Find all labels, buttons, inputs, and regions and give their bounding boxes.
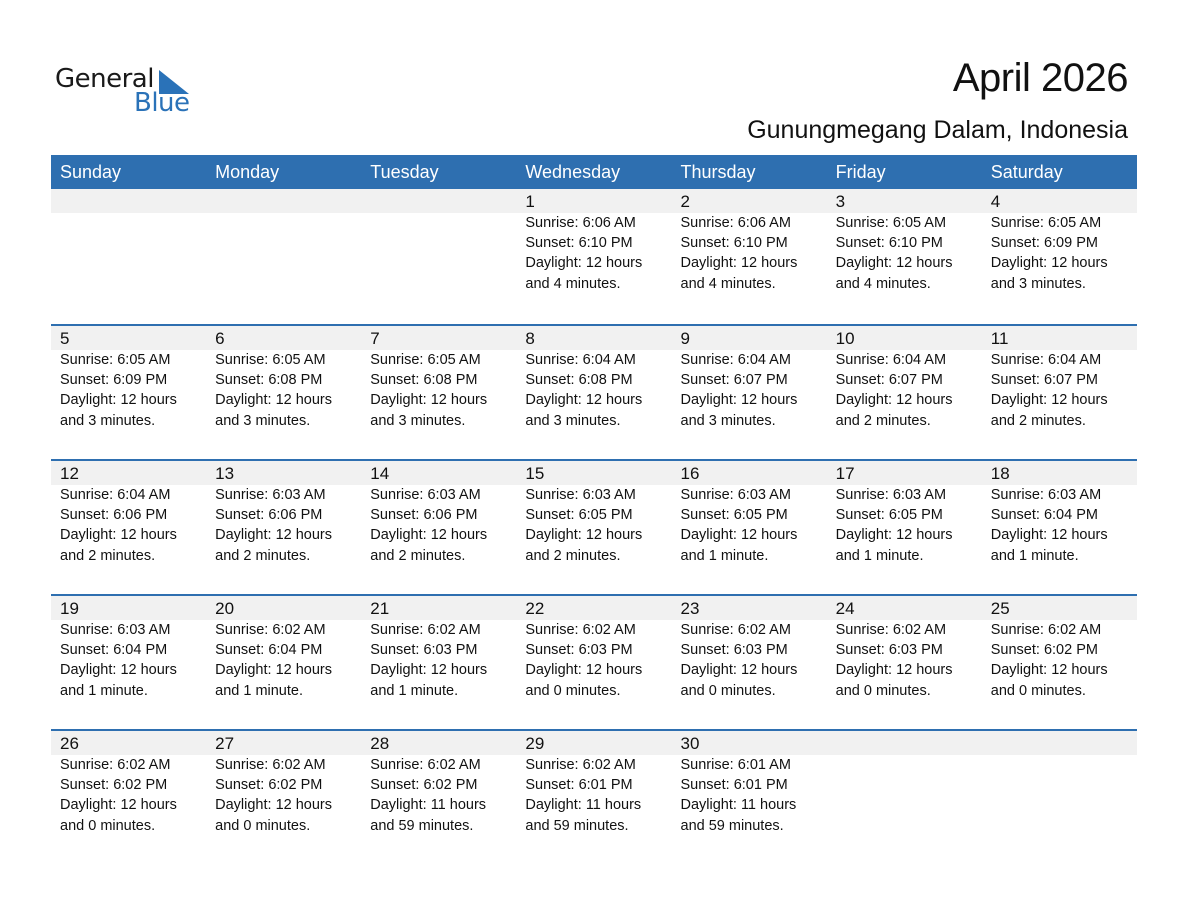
sunrise-text: Sunrise: 6:06 AM xyxy=(680,215,791,231)
daylight-minutes-text: and 2 minutes. xyxy=(215,547,311,564)
day-cell xyxy=(206,731,361,836)
daylight-minutes-text: and 3 minutes. xyxy=(60,412,156,429)
daylight-text: Daylight: 12 hours xyxy=(835,662,953,679)
daylight-text: Daylight: 12 hours xyxy=(525,527,643,544)
day-number: 8 xyxy=(525,329,535,348)
day-number: 23 xyxy=(680,599,700,618)
daylight-minutes-text: and 0 minutes. xyxy=(990,682,1086,699)
day-number: 21 xyxy=(370,599,390,618)
sunset-text: Sunset: 6:06 PM xyxy=(215,507,323,524)
day-cell xyxy=(206,326,361,431)
day-cell xyxy=(982,596,1137,701)
day-number: 15 xyxy=(525,464,545,483)
sunrise-text: Sunrise: 6:03 AM xyxy=(525,487,636,503)
sunrise-text: Sunrise: 6:05 AM xyxy=(835,215,947,231)
daylight-minutes-text: and 4 minutes. xyxy=(680,275,776,292)
daylight-text: Daylight: 11 hours xyxy=(525,797,642,814)
weekday-thursday: Thursday xyxy=(680,162,756,182)
sunrise-text: Sunrise: 6:03 AM xyxy=(680,487,791,503)
day-number: 28 xyxy=(370,734,390,753)
daylight-minutes-text: and 2 minutes. xyxy=(60,547,156,564)
weekday-tuesday: Tuesday xyxy=(370,162,439,182)
sunrise-text: Sunrise: 6:02 AM xyxy=(525,622,636,638)
day-cell xyxy=(516,461,671,566)
daylight-minutes-text: and 3 minutes. xyxy=(990,275,1086,292)
day-number: 6 xyxy=(215,329,225,348)
day-cell xyxy=(827,596,982,701)
sunset-text: Sunset: 6:10 PM xyxy=(525,235,633,252)
sunset-text: Sunset: 6:02 PM xyxy=(370,777,478,794)
sunset-text: Sunset: 6:04 PM xyxy=(215,642,323,659)
daylight-minutes-text: and 2 minutes. xyxy=(525,547,621,564)
sunset-text: Sunset: 6:02 PM xyxy=(60,777,168,794)
week-cells xyxy=(51,189,1137,294)
weekday-monday: Monday xyxy=(215,162,280,182)
daylight-minutes-text: and 3 minutes. xyxy=(680,412,776,429)
daylight-minutes-text: and 1 minute. xyxy=(370,682,459,699)
daylight-text: Daylight: 12 hours xyxy=(215,527,332,544)
sunset-text: Sunset: 6:06 PM xyxy=(60,507,168,524)
day-number: 17 xyxy=(835,464,855,483)
week-row xyxy=(51,189,1137,324)
month-title: April 2026 xyxy=(952,56,1128,100)
sunset-text: Sunset: 6:09 PM xyxy=(990,235,1098,252)
day-number: 24 xyxy=(835,599,855,618)
day-number: 18 xyxy=(990,464,1010,483)
daylight-minutes-text: and 4 minutes. xyxy=(525,275,621,292)
daylight-minutes-text: and 1 minute. xyxy=(215,682,303,699)
daylight-minutes-text: and 59 minutes. xyxy=(525,817,629,834)
daylight-text: Daylight: 12 hours xyxy=(370,527,488,544)
day-cell xyxy=(827,461,982,566)
sunrise-text: Sunrise: 6:02 AM xyxy=(370,622,481,638)
sunrise-text: Sunrise: 6:02 AM xyxy=(215,622,326,638)
empty-day-cell xyxy=(206,189,361,294)
day-cell xyxy=(672,596,827,701)
sunset-text: Sunset: 6:01 PM xyxy=(680,777,788,794)
week-row xyxy=(51,729,1137,864)
daylight-minutes-text: and 59 minutes. xyxy=(370,817,474,834)
logo-text-blue: Blue xyxy=(134,88,190,118)
calendar-grid xyxy=(51,155,1137,864)
day-cell xyxy=(516,596,671,701)
day-cell xyxy=(672,731,827,836)
week-row xyxy=(51,324,1137,459)
empty-day-cell xyxy=(827,731,982,836)
week-cells xyxy=(51,461,1137,566)
day-number: 2 xyxy=(680,192,690,211)
empty-day-cell xyxy=(51,189,206,294)
daylight-minutes-text: and 1 minute. xyxy=(60,682,148,699)
sunset-text: Sunset: 6:03 PM xyxy=(525,642,633,659)
sunset-text: Sunset: 6:03 PM xyxy=(370,642,478,659)
weekday-sunday: Sunday xyxy=(60,162,122,182)
daylight-text: Daylight: 12 hours xyxy=(370,392,488,409)
weekday-header xyxy=(51,155,1137,189)
sunrise-text: Sunrise: 6:04 AM xyxy=(680,352,791,368)
sunset-text: Sunset: 6:05 PM xyxy=(680,507,788,524)
day-cell xyxy=(51,326,206,431)
day-cell xyxy=(672,326,827,431)
daylight-text: Daylight: 12 hours xyxy=(990,527,1108,544)
sunset-text: Sunset: 6:07 PM xyxy=(835,372,943,389)
sunrise-text: Sunrise: 6:05 AM xyxy=(990,215,1102,231)
daylight-minutes-text: and 1 minute. xyxy=(990,547,1079,564)
day-number: 16 xyxy=(680,464,700,483)
day-cell xyxy=(51,596,206,701)
empty-day-cell xyxy=(982,731,1137,836)
empty-day-cell xyxy=(361,189,516,294)
day-cell xyxy=(206,461,361,566)
daylight-minutes-text: and 0 minutes. xyxy=(60,817,156,834)
sunrise-text: Sunrise: 6:03 AM xyxy=(835,487,947,503)
sunset-text: Sunset: 6:08 PM xyxy=(215,372,323,389)
weekday-saturday: Saturday xyxy=(990,162,1063,182)
day-cell xyxy=(51,461,206,566)
day-cell xyxy=(361,326,516,431)
sunrise-text: Sunrise: 6:02 AM xyxy=(990,622,1102,638)
sunset-text: Sunset: 6:03 PM xyxy=(835,642,943,659)
sunrise-text: Sunrise: 6:03 AM xyxy=(215,487,326,503)
day-cell xyxy=(361,461,516,566)
sunrise-text: Sunrise: 6:02 AM xyxy=(680,622,791,638)
day-number: 12 xyxy=(60,464,79,483)
day-number: 5 xyxy=(60,329,70,348)
weeks-container xyxy=(51,189,1137,864)
daylight-minutes-text: and 59 minutes. xyxy=(680,817,784,834)
day-number: 20 xyxy=(215,599,235,618)
week-cells xyxy=(51,731,1137,836)
daylight-text: Daylight: 12 hours xyxy=(680,392,798,409)
sunset-text: Sunset: 6:06 PM xyxy=(370,507,478,524)
day-cell xyxy=(827,326,982,431)
daylight-minutes-text: and 2 minutes. xyxy=(835,412,931,429)
day-number: 26 xyxy=(60,734,79,753)
week-cells xyxy=(51,596,1137,701)
day-cell xyxy=(672,461,827,566)
week-cells xyxy=(51,326,1137,431)
daylight-text: Daylight: 11 hours xyxy=(370,797,487,814)
day-number: 25 xyxy=(990,599,1010,618)
daylight-minutes-text: and 0 minutes. xyxy=(215,817,311,834)
daylight-text: Daylight: 12 hours xyxy=(680,662,798,679)
location-subtitle: Gunungmegang Dalam, Indonesia xyxy=(747,116,1128,144)
sunset-text: Sunset: 6:07 PM xyxy=(680,372,788,389)
daylight-minutes-text: and 2 minutes. xyxy=(990,412,1086,429)
sunrise-text: Sunrise: 6:04 AM xyxy=(835,352,947,368)
sunset-text: Sunset: 6:08 PM xyxy=(525,372,633,389)
sunset-text: Sunset: 6:04 PM xyxy=(60,642,168,659)
daylight-text: Daylight: 12 hours xyxy=(215,797,332,814)
day-cell xyxy=(982,189,1137,294)
daylight-text: Daylight: 11 hours xyxy=(680,797,797,814)
daylight-minutes-text: and 3 minutes. xyxy=(370,412,466,429)
daylight-minutes-text: and 1 minute. xyxy=(680,547,769,564)
daylight-text: Daylight: 12 hours xyxy=(990,255,1108,272)
daylight-text: Daylight: 12 hours xyxy=(990,392,1108,409)
daylight-minutes-text: and 1 minute. xyxy=(835,547,924,564)
day-number: 9 xyxy=(680,329,690,348)
daylight-text: Daylight: 12 hours xyxy=(525,392,643,409)
sunrise-text: Sunrise: 6:02 AM xyxy=(215,757,326,773)
weekday-friday: Friday xyxy=(835,162,886,182)
day-cell xyxy=(982,461,1137,566)
sunrise-text: Sunrise: 6:02 AM xyxy=(525,757,636,773)
daylight-minutes-text: and 0 minutes. xyxy=(680,682,776,699)
day-number: 27 xyxy=(215,734,235,753)
sunset-text: Sunset: 6:10 PM xyxy=(680,235,788,252)
sunrise-text: Sunrise: 6:05 AM xyxy=(370,352,481,368)
brand-logo xyxy=(55,62,205,122)
daylight-minutes-text: and 0 minutes. xyxy=(525,682,621,699)
sunrise-text: Sunrise: 6:05 AM xyxy=(215,352,326,368)
daylight-text: Daylight: 12 hours xyxy=(835,392,953,409)
sunset-text: Sunset: 6:01 PM xyxy=(525,777,633,794)
sunrise-text: Sunrise: 6:03 AM xyxy=(990,487,1102,503)
day-cell xyxy=(982,326,1137,431)
daylight-text: Daylight: 12 hours xyxy=(60,527,177,544)
sunrise-text: Sunrise: 6:04 AM xyxy=(525,352,636,368)
sunset-text: Sunset: 6:05 PM xyxy=(835,507,943,524)
sunset-text: Sunset: 6:03 PM xyxy=(680,642,788,659)
daylight-text: Daylight: 12 hours xyxy=(525,255,643,272)
day-cell xyxy=(672,189,827,294)
daylight-text: Daylight: 12 hours xyxy=(60,662,177,679)
day-cell xyxy=(827,189,982,294)
sunset-text: Sunset: 6:10 PM xyxy=(835,235,943,252)
day-cell xyxy=(206,596,361,701)
sunrise-text: Sunrise: 6:03 AM xyxy=(60,622,171,638)
week-row xyxy=(51,459,1137,594)
daylight-text: Daylight: 12 hours xyxy=(835,255,953,272)
day-number: 11 xyxy=(990,329,1009,348)
daylight-text: Daylight: 12 hours xyxy=(835,527,953,544)
day-number: 7 xyxy=(370,329,380,348)
sunset-text: Sunset: 6:07 PM xyxy=(990,372,1098,389)
sunrise-text: Sunrise: 6:02 AM xyxy=(60,757,171,773)
sunrise-text: Sunrise: 6:01 AM xyxy=(680,757,791,773)
daylight-text: Daylight: 12 hours xyxy=(215,662,332,679)
week-row xyxy=(51,594,1137,729)
day-number: 19 xyxy=(60,599,79,618)
day-number: 30 xyxy=(680,734,700,753)
day-number: 4 xyxy=(990,192,1001,211)
day-cell xyxy=(361,731,516,836)
day-cell xyxy=(51,731,206,836)
sunset-text: Sunset: 6:05 PM xyxy=(525,507,633,524)
sunset-text: Sunset: 6:08 PM xyxy=(370,372,478,389)
weekday-wednesday: Wednesday xyxy=(525,162,621,182)
day-cell xyxy=(516,189,671,294)
sunrise-text: Sunrise: 6:03 AM xyxy=(370,487,481,503)
daylight-text: Daylight: 12 hours xyxy=(990,662,1108,679)
daylight-minutes-text: and 2 minutes. xyxy=(370,547,466,564)
sunset-text: Sunset: 6:02 PM xyxy=(215,777,323,794)
daylight-minutes-text: and 3 minutes. xyxy=(215,412,311,429)
sunrise-text: Sunrise: 6:04 AM xyxy=(990,352,1102,368)
daylight-text: Daylight: 12 hours xyxy=(60,392,177,409)
day-number: 1 xyxy=(525,192,535,211)
daylight-minutes-text: and 4 minutes. xyxy=(835,275,931,292)
day-number: 29 xyxy=(525,734,545,753)
daylight-text: Daylight: 12 hours xyxy=(370,662,488,679)
day-number: 14 xyxy=(370,464,390,483)
sunrise-text: Sunrise: 6:06 AM xyxy=(525,215,636,231)
sunrise-text: Sunrise: 6:02 AM xyxy=(370,757,481,773)
daylight-minutes-text: and 0 minutes. xyxy=(835,682,931,699)
sunset-text: Sunset: 6:04 PM xyxy=(990,507,1098,524)
day-cell xyxy=(516,326,671,431)
daylight-text: Daylight: 12 hours xyxy=(680,255,798,272)
sunrise-text: Sunrise: 6:02 AM xyxy=(835,622,947,638)
daylight-text: Daylight: 12 hours xyxy=(680,527,798,544)
day-number: 3 xyxy=(835,192,846,211)
logo-text-general: General xyxy=(55,64,154,94)
day-number: 10 xyxy=(835,329,855,348)
day-number: 13 xyxy=(215,464,235,483)
daylight-text: Daylight: 12 hours xyxy=(525,662,643,679)
daylight-minutes-text: and 3 minutes. xyxy=(525,412,621,429)
sunset-text: Sunset: 6:02 PM xyxy=(990,642,1098,659)
day-cell xyxy=(361,596,516,701)
daylight-text: Daylight: 12 hours xyxy=(215,392,332,409)
sunrise-text: Sunrise: 6:04 AM xyxy=(60,487,171,503)
sunset-text: Sunset: 6:09 PM xyxy=(60,372,168,389)
daylight-text: Daylight: 12 hours xyxy=(60,797,177,814)
day-number: 22 xyxy=(525,599,545,618)
day-cell xyxy=(516,731,671,836)
sunrise-text: Sunrise: 6:05 AM xyxy=(60,352,171,368)
